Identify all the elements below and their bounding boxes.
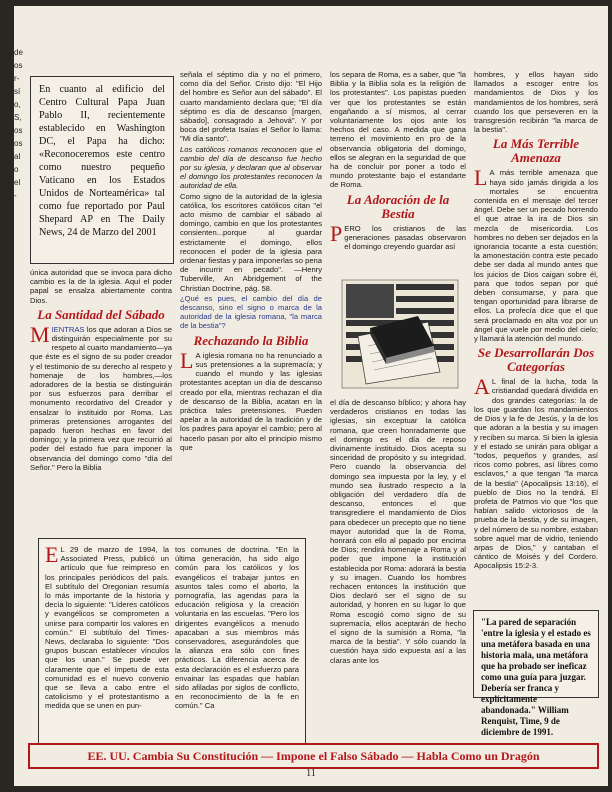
dropcap: A [474,374,490,400]
heading-rechazando-biblia: Rechazando la Biblia [193,332,309,348]
banner-text: EE. UU. Cambia Su Constitución — Impone el Falso Sábado — Habla Como un Dragón [87,749,540,763]
col4-body2: A L final de la lucha, toda la cristiandad quedará dividida en dos grandes categorías: la de los que guardan los mandamientos de Dios y la fe de Jesús, y la de los que adoran a la bestia y su imagen y reciben su marca. Si bien la iglesia y el estado se unirán para obligar a "todos, pequeños y grandes, así ricos como pobres, así libres como esclavos," a que tengan "la marca de la bestia" (Apocalipsis 13:16), el pueblo de Dios no la tendrá. El profeta de Patmos vio que "los que habían salido victoriosos de la prueba de la bestia, y de su imagen, y del número de su nombre, estaban sobre aquel mar de vidrio, teniendo arpas de Dios," y cantaban el cántico de Moisés y del Cordero. Apocalipsis 15:2-3. [474,374,598,571]
col1-body-text: los que adoran a Dios se distinguirán especialmente por su respeto al cuarto mandamiento—ya que éste es el signo de su poder creador y el testimonio de su derecho al respeto y homenaje de los hombres,—los adoradores de la bestia se distinguirán por sus esfuerzos para derribar el monumento recordativo del Creador y ensalzar lo instituido por Roma. Las primeras pretensiones arrogantes del papado fueron hechas en favor del domingo; y la primera vez que recurrió al poder del estado fue para imponer la observancia del domingo como "día del Señor." Pero la Biblia [30,324,172,472]
news-col1-text: L 29 de marzo de 1994, la Associated Press, publicó un artículo que fue reimpreso en los principales periódicos del país. El subtítulo del Oregonian resumía lo más importante de la historia y decía lo siguiente: "Líderes católicos y evangélicos se comprometen a unirse para compartir los valores en común." El subtítulo del Times-News, declaraba lo siguiente: "Dos grupos buscan establecer vínculos que los unan." Se puede ver claramente que el ímpetu de esta comunidad es el nuevo convenio que se lleva a cabo entre el catolicismo y el protestantismo a medida que se unen en pun- [45,545,169,711]
col2-quote-a: Los católicos romanos reconocen que el cambio del día de descanso fue hecho por su iglesia, y declaran que al observar el domingo los protestantes reconocen la autoridad de ella. [180,144,322,191]
column-2 [180,70,322,532]
dropcap: L [180,347,194,373]
page-number: 11 [306,768,316,779]
col2-top: señala el séptimo día y no el primero, como día del Señor. Cristo dijo: "El Hijo del hombre es Señor aun del sábado". El cuarto mandamiento declara que; "El día séptimo es día de descanso [margen, sábado], consagrado a Jehová". Y por boca del profeta Isaías el Señor lo llama: "Mi día santo". [180,70,322,144]
dropcap: L [474,165,488,191]
column-1 [30,268,172,532]
col2-blue-question: ¿Qué es pues, el cambio del día de descanso, sino el signo o marca de la autoridad de la iglesia romana, "la marca de la bestia"? [180,293,322,331]
cropped-left-edge-text: de os r- sí o, S, os os al o el - [14,48,23,200]
sidebar-vatican-box [30,76,174,264]
bottom-banner [28,743,599,769]
column-3-top [330,70,466,275]
dropcap: M [30,321,50,347]
col2-body: L A iglesia romana no ha renunciado a sus pretensiones a la supremacía; y cuando el mundo y las iglesias protestantes aceptan un día de descanso creado por ella, mientras rechazan el día de descanso de la Biblia, acatan en la práctica tales pretensiones. Pueden apelar a la autoridad de la tradición y de los padres para apoyar el cambio; pero al hacerlo pasan por alto el principio mismo que [180,347,322,452]
dropcap: E [45,545,59,567]
bible-on-flag-illustration [336,276,464,396]
quote-box-renquist [473,610,599,737]
col1-intro: única autoridad que se invoca para dicho cambio es la de la iglesia. Aquí el poder papal se ensalza abiertamente contra Dios. [30,268,172,305]
news-col-1 [45,545,169,759]
column-4 [474,70,598,608]
col1-body-lead: IENTRAS [51,324,85,334]
col4-top: hombres, y ellos hayan sido llamados a escoger entre los mandamientos de Dios y los mandamientos de los hombres, será cuando los que perseveren en la transgresión recibirán "la marca de la bestia". [474,70,598,135]
heading-santidad-sabado: La Santidad del Sábado [37,306,165,322]
col4-body1: L A más terrible amenaza que haya sido jamás dirigida a los mortales se encuentra contenida en el mensaje del tercer ángel. Debe ser un pecado horrendo el que atrae la ira de Dios sin mezcla de misericordia. Los hombres no deben ser dejados en la ignorancia tocante a esta cuestión; la amonestación contra este pecado debe ser dada al mundo antes que los juicios de Dios caigan sobre él, para que todos sepan por qué deben consumarse, y para que tengan oportunidad para librarse de ellos. La profecía dice que el que será proclamado en alta voz por un ángel que vuele por medio del cielo; y llamará la atención del mundo. [474,165,598,344]
column-3-bottom [330,398,466,738]
heading-dos-categorias: Se Desarrollarán Dos Categorías [477,345,595,375]
heading-terrible-amenaza: La Más Terrible Amenaza [492,136,580,166]
col3-body: PERO los cristianos de las generaciones pasadas observaron el domingo creyendo guardar así [330,220,466,252]
news-col2-text: tos comunes de doctrina. "En la última generación, ha sido algo común para los católicos y los evangélicos el trabajar juntos en asuntos tales como el aborto, la pornografía, las agendas para la educación religiosa y la creación voluntaria en las escuelas. "Pero los dirigentes evangélicos a menudo apacaban a sus miembros más conservadores, asegurándoles que la alianza era sólo con fines prácticos. La diferencia acerca de esta declaración es el esfuerzo para envainar las espadas que habían sido afiladas por siglos de conflicto, en reconocimiento de la fe en común." Ca [175,545,299,711]
sidebar-box-text: En cuanto al edificio del Centro Cultural Papa Juan Pablo II, recientemente establecido en Washington DC, el Papa ha dicho: «Reconoceremos este centro como nuestro pequeño Vaticano en los Estados Unidos de Norteamérica» tal como fue reportado por Paul Shepard AP en The Daily News, 24 de Marzo del 2001 [39,84,165,238]
news-article-box [38,538,306,768]
col2-quote-b: Como signo de la autoridad de la iglesia católica, los escritores católicos citan "el acto mismo de cambiar el sábado al domingo, cambio en que los protestantes consienten...porque al guardar estrictamente el domingo, ellos reconocen el poder de la iglesia para ordenar fiestas y para imponerlas so pena de incurrir en pecado". —Henry Tuberville, An Abridgement of the Christian Doctrine, pág. 58. [180,191,322,293]
col1-body [30,321,172,472]
quote-box-text: "La pared de separación 'entre la iglesia y el estado es una metáfora basada en una historia mala, una metáfora que ha probado ser ineficaz como una guía para juzgar. Debería ser franca y explícitamente abandonada." William Renquist, Time, 9 de diciembre de 1991. [481,617,591,737]
dropcap: P [330,220,343,246]
heading-adoracion-bestia: La Adoración de la Bestia [346,191,450,221]
col3-bottom: el día de descanso bíblico; y ahora hay verdaderos cristianos en todas las iglesias, sin exceptuar la católica romana, que creen honradamente que el domingo es el día de reposo divinamente instituido. Dios acepta su sinceridad de propósito y su integridad. Pero cuando la observancia del domingo sea impuesta por la ley, y el mundo sea ilustrado respecto a la obligación del verdadero día de descanso, entonces el que transgrediere el mandamiento de Dios para obedecer un precepto que no tiene mayor autoridad que la de Roma, honrará con ello al papado por encima de Dios; rendirá homenaje a Roma y al poder que impone la institución establecida por Roma: adorará la bestia y su imagen. Cuando los hombres rechacen entonces la institución que Dios declaró ser el signo de su autoridad, y honren en su lugar lo que Roma escogió como signo de su supremacía, ellos aceptarán de hecho el signo de la sumisión a Roma, "la marca de la bestia". Y sólo cuando la cuestión haya sido expuesta así a las claras ante los [330,398,466,665]
magazine-page [14,6,608,786]
news-col-2 [175,545,299,759]
col3-top: los separa de Roma, es a saber, que "la Biblia y la Biblia sola es la religión de los protestantes". Los papistas pueden ver que los protestantes se están engañando a sí mismos, al cerrar voluntariamente los ojos ante los hechos del caso. A medida que gana terreno el movimiento en pro de la observancia obligatoria del domingo, ellos se alegran en la seguridad de que ha de concluir por poner a todo el mundo protestante bajo el estandarte de Roma. [330,70,466,190]
